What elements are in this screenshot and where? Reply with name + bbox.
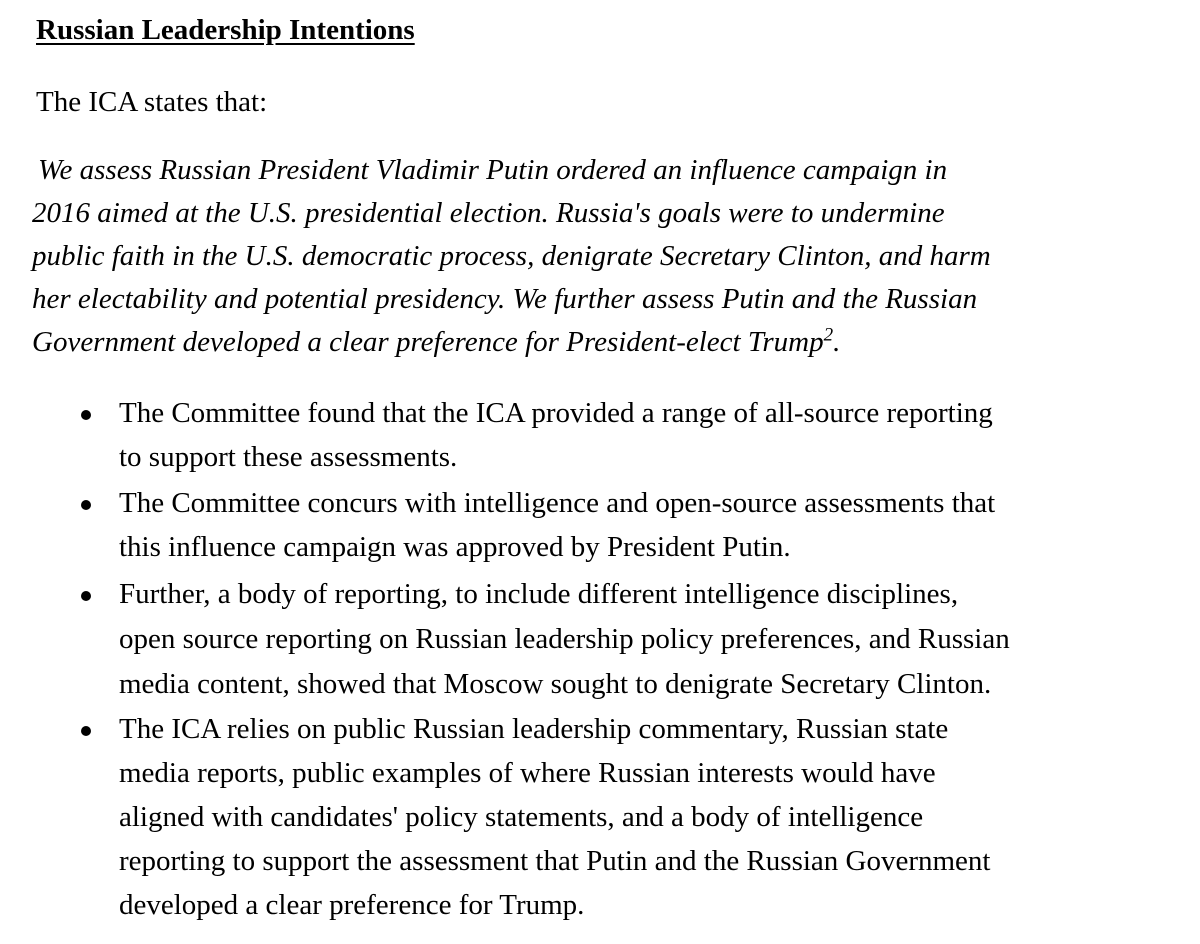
- bullet-line: aligned with candidates' policy statements, and a body of intelligence: [119, 801, 924, 833]
- bullet-line: media content, showed that Moscow sought to denigrate Secretary Clinton.: [119, 668, 992, 700]
- bullet-line: The Committee concurs with intelligence and open-source assessments that: [119, 487, 996, 519]
- bullet-line: to support these assessments.: [119, 441, 458, 473]
- bullet-icon: [81, 500, 91, 510]
- bullet-line: reporting to support the assessment that Putin and the Russian Government: [119, 845, 991, 877]
- bullet-line: The Committee found that the ICA provided a range of all-source reporting: [119, 397, 993, 429]
- bullet-line: The ICA relies on public Russian leadership commentary, Russian state: [119, 713, 949, 745]
- intro-text: The ICA states that:: [36, 86, 268, 118]
- quote-line-last: [32, 322, 840, 362]
- quote-line-text: Government developed a clear preference for President-elect Trump: [32, 326, 824, 358]
- bullet-line: Further, a body of reporting, to include different intelligence disciplines,: [119, 578, 959, 610]
- footnote-marker[interactable]: 2: [823, 324, 834, 346]
- quote-line: We assess Russian President Vladimir Putin ordered an influence campaign in: [38, 154, 948, 186]
- section-heading: Russian Leadership Intentions: [36, 14, 415, 46]
- bullet-icon: [81, 726, 91, 736]
- bullet-line: open source reporting on Russian leadership policy preferences, and Russian: [119, 623, 1010, 655]
- bullet-line: this influence campaign was approved by President Putin.: [119, 531, 791, 563]
- quote-end-punctuation: .: [833, 326, 841, 358]
- bullet-line: media reports, public examples of where Russian interests would have: [119, 757, 936, 789]
- bullet-icon: [81, 410, 91, 420]
- quote-line: 2016 aimed at the U.S. presidential election. Russia's goals were to undermine: [32, 197, 945, 229]
- quote-line: public faith in the U.S. democratic process, denigrate Secretary Clinton, and harm: [32, 240, 991, 272]
- bullet-icon: [81, 591, 91, 601]
- quote-line: her electability and potential presidency. We further assess Putin and the Russian: [32, 283, 978, 315]
- bullet-line: developed a clear preference for Trump.: [119, 889, 585, 921]
